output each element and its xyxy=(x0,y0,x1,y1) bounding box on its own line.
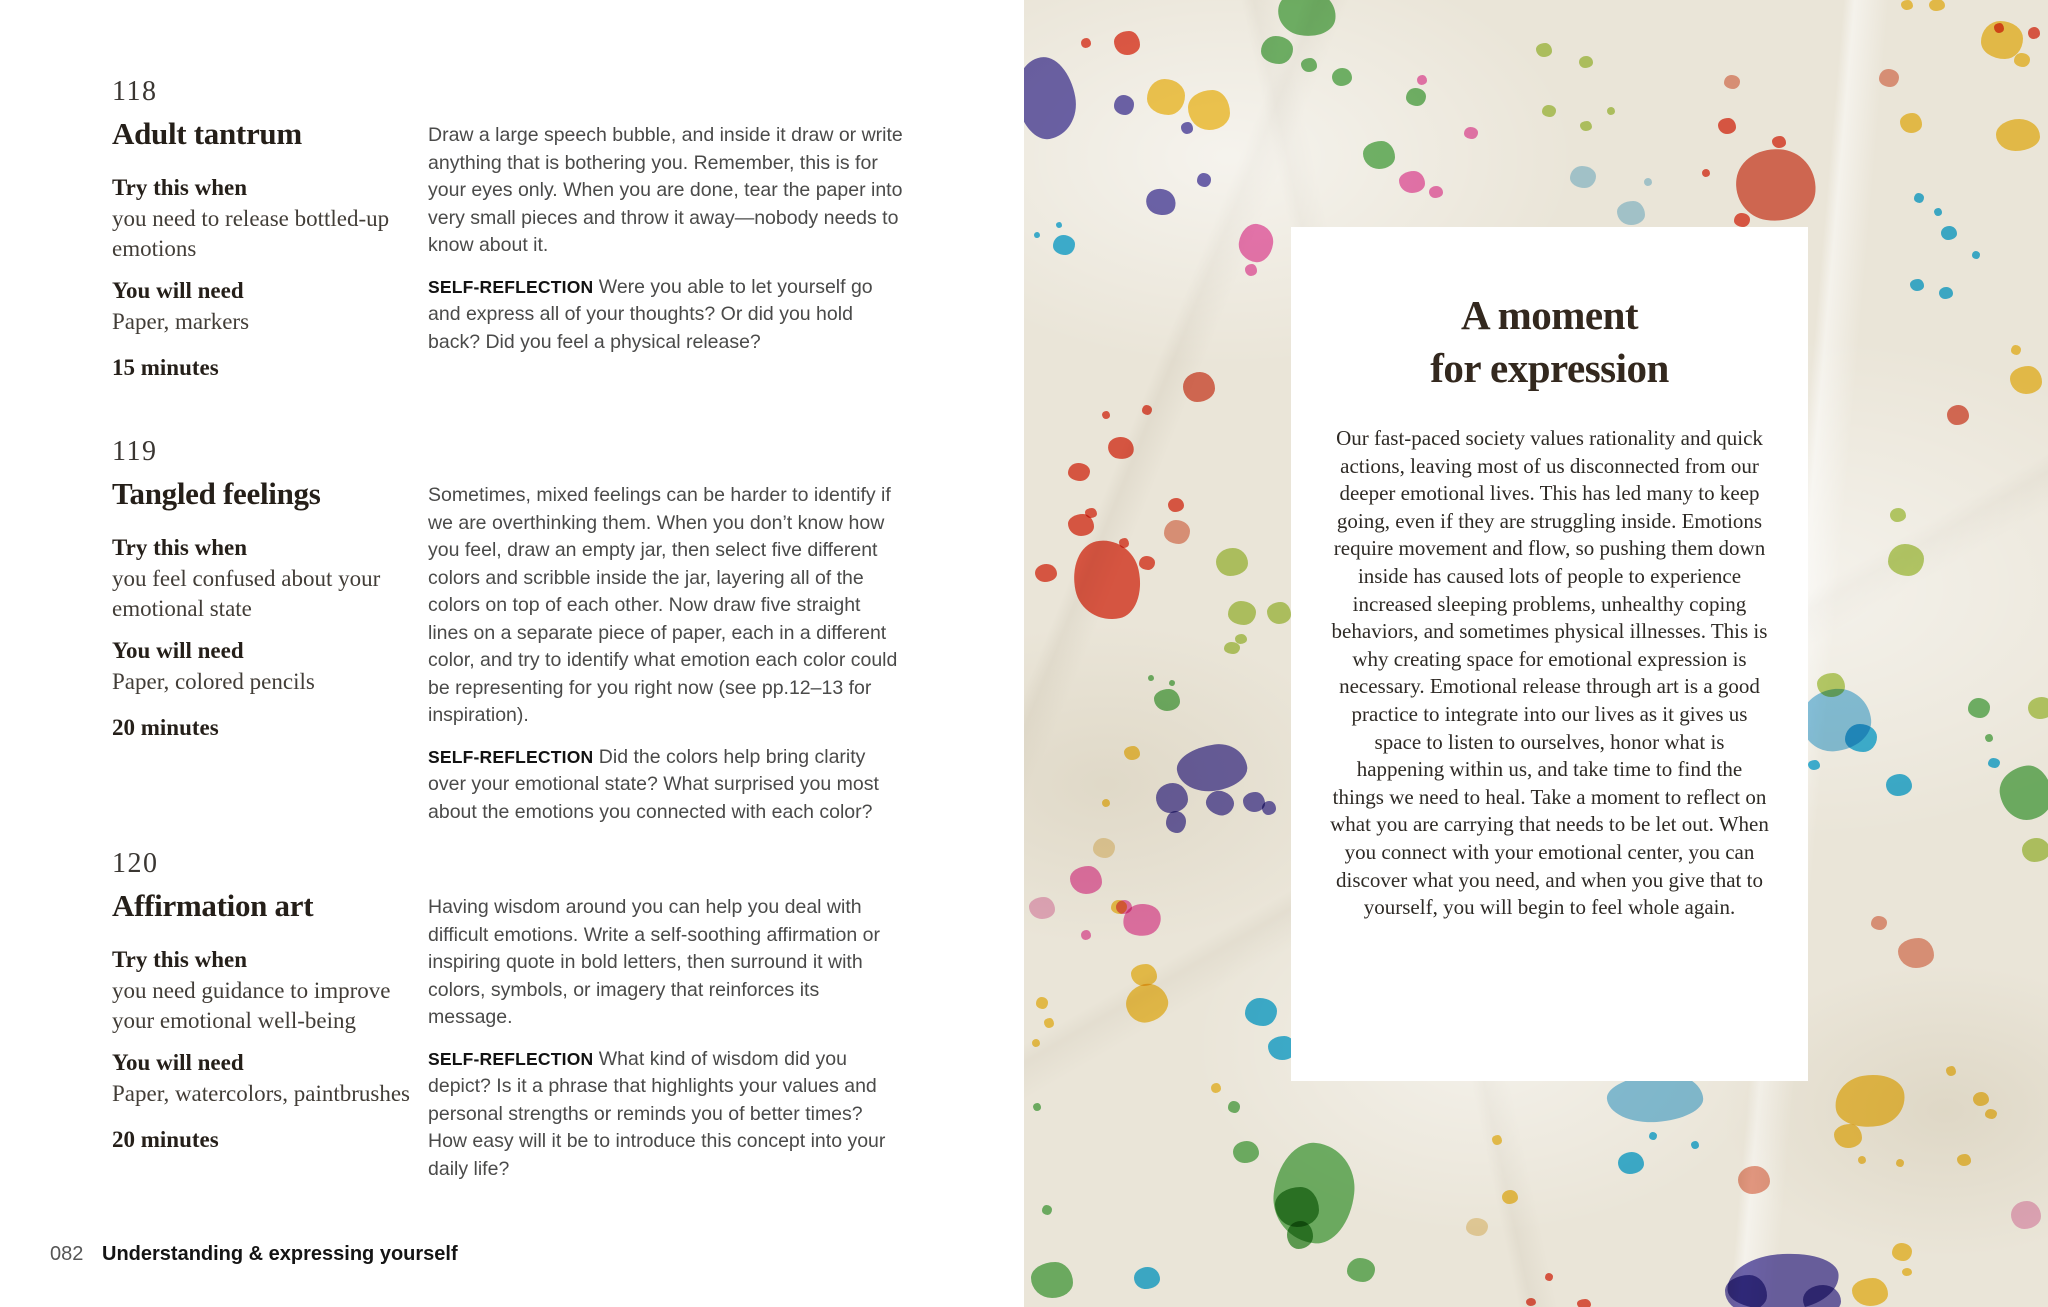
paint-splatter xyxy=(1929,0,1945,11)
paint-splatter xyxy=(1211,1083,1221,1093)
paint-splatter xyxy=(1947,405,1969,425)
paint-splatter xyxy=(1114,31,1140,55)
paint-splatter xyxy=(1148,675,1154,681)
paint-splatter xyxy=(2028,697,2048,719)
activity-description: Having wisdom around you can help you deal with difficult emotions. Write a self-soothing affirmation or inspiring quote in bold letters, then surround it with colors, symbols, or imagery that reinforces its message. xyxy=(428,896,880,1028)
paint-splatter xyxy=(1985,734,1993,742)
entry-number: 119 xyxy=(112,436,158,467)
entry-number: 120 xyxy=(112,848,159,879)
paint-splatter xyxy=(1577,1299,1591,1307)
paint-splatter xyxy=(2014,53,2030,67)
paint-splatter xyxy=(1068,463,1090,481)
self-reflection xyxy=(428,274,904,357)
paint-splatter xyxy=(1617,201,1645,225)
paint-splatter xyxy=(1858,1156,1866,1164)
paint-splatter xyxy=(1181,122,1193,134)
paint-splatter xyxy=(2028,27,2040,39)
paint-splatter xyxy=(1287,1221,1313,1249)
paint-splatter xyxy=(1502,1190,1518,1204)
paint-splatter xyxy=(1985,1109,1997,1119)
activity-info-column xyxy=(112,438,424,740)
paint-splatter xyxy=(1718,118,1736,134)
paint-splatter xyxy=(1262,801,1276,815)
paint-splatter xyxy=(1081,38,1091,48)
paint-splatter xyxy=(1399,171,1425,193)
card-body-text: Our fast-paced society values rationality and quick actions, leaving most of us disconnected from our deeper emotional lives. This has led many to keep going, even if they are struggling inside. Emotions require movement and flow, so pushing them down inside has caused lots of people to experience increased sleeping problems, unhealthy coping behaviors, and sometimes physical illnesses. This is why creating space for emotional expression is necessary. Emotional release through art is a good practice to integrate into our lives as it gives us space to listen to ourselves, honor what is happening within us, and take time to find the things we need to heal. Take a moment to reflect on what you are carrying that needs to be let out. When you connect with your emotional center, you can discover what you need, and when you give that to yourself, you will begin to feel whole again. xyxy=(1330,426,1769,920)
paint-splatter xyxy=(1968,698,1990,718)
paint-splatter xyxy=(1996,119,2040,151)
paint-splatter xyxy=(1886,774,1912,796)
paint-splatter xyxy=(1031,1262,1073,1298)
self-reflection xyxy=(428,744,904,827)
paint-splatter xyxy=(1035,564,1057,582)
paint-splatter xyxy=(1579,56,1593,68)
duration-text: 20 minutes xyxy=(112,715,219,740)
paint-splatter xyxy=(1888,544,1924,576)
paint-splatter xyxy=(1169,680,1175,686)
paint-splatter xyxy=(1102,799,1110,807)
paint-splatter xyxy=(1898,938,1934,968)
paint-splatter xyxy=(1545,1273,1553,1281)
paint-splatter xyxy=(2010,366,2042,394)
paint-splatter xyxy=(1301,58,1317,72)
paint-splatter xyxy=(1892,1243,1912,1261)
paint-splatter xyxy=(1834,1124,1862,1148)
paint-splatter xyxy=(1772,136,1786,148)
paint-splatter xyxy=(1691,1141,1699,1149)
paint-splatter xyxy=(1134,1267,1160,1289)
paint-splatter xyxy=(1973,1092,1989,1106)
paint-splatter xyxy=(1536,43,1552,57)
paint-splatter xyxy=(1988,758,2000,768)
materials-text: Paper, colored pencils xyxy=(112,669,315,694)
paint-splatter xyxy=(1066,534,1147,626)
duration-text: 15 minutes xyxy=(112,355,219,380)
paint-splatter xyxy=(1831,1069,1909,1132)
try-this-when-label: Try this when xyxy=(112,535,248,560)
paint-splatter xyxy=(1618,1152,1644,1174)
you-will-need-label: You will need xyxy=(112,1050,244,1075)
self-reflection-label: SELF-REFLECTION xyxy=(428,276,594,297)
paint-splatter xyxy=(1466,1218,1488,1236)
paint-splatter xyxy=(1845,724,1877,752)
paint-splatter xyxy=(1029,897,1055,919)
paint-splatter xyxy=(1267,602,1291,624)
activity-title: Tangled feelings xyxy=(112,476,321,511)
paint-splatter xyxy=(1228,601,1256,625)
activity-text-column xyxy=(428,482,904,826)
paint-splatter xyxy=(1216,548,1248,576)
paint-splatter xyxy=(1102,411,1110,419)
paint-splatter xyxy=(1154,689,1180,711)
paint-splatter xyxy=(1406,88,1426,106)
paint-splatter xyxy=(1147,79,1185,115)
duration-text: 20 minutes xyxy=(112,1127,219,1152)
condition-text: you need to release bottled-up emotions xyxy=(112,206,390,261)
paint-splatter xyxy=(1124,746,1140,760)
paint-splatter xyxy=(1464,127,1478,139)
paint-splatter xyxy=(1044,1018,1054,1028)
paint-splatter xyxy=(1879,69,1899,87)
paint-splatter xyxy=(1738,1166,1770,1194)
paint-splatter xyxy=(1036,997,1048,1009)
paint-splatter xyxy=(1228,1101,1240,1113)
paint-splatter xyxy=(1168,498,1184,512)
self-reflection xyxy=(428,1046,904,1184)
paint-splatter xyxy=(2011,1201,2041,1229)
paint-splatter xyxy=(1034,232,1040,238)
paint-splatter xyxy=(1725,1275,1767,1307)
try-this-when-label: Try this when xyxy=(112,947,248,972)
paint-splatter xyxy=(1939,287,1953,299)
self-reflection-label: SELF-REFLECTION xyxy=(428,746,594,767)
entry-number: 118 xyxy=(112,76,158,107)
paint-splatter xyxy=(1570,166,1596,188)
paint-splatter xyxy=(1734,213,1750,227)
card-title xyxy=(1311,289,1788,395)
paint-splatter xyxy=(1702,169,1710,177)
paint-splatter xyxy=(1056,222,1062,228)
paint-splatter xyxy=(1164,520,1190,544)
card-title-line2: for expression xyxy=(1430,345,1669,391)
section-title: Understanding & expressing yourself xyxy=(102,1243,458,1265)
page-footer xyxy=(0,1242,1024,1272)
self-reflection-text: Were you able to let yourself go and express all of your thoughts? Or did you hold back? Did you feel a physical release? xyxy=(428,275,873,353)
paint-splatter xyxy=(1119,538,1129,548)
paint-splatter xyxy=(1910,279,1924,291)
paint-splatter xyxy=(1142,185,1179,220)
activity-info-column xyxy=(112,78,424,380)
paint-splatter xyxy=(1042,1205,1052,1215)
activity-title: Adult tantrum xyxy=(112,116,302,151)
paint-splatter xyxy=(1902,1268,1912,1276)
paint-splatter xyxy=(1197,173,1211,187)
paint-splatter xyxy=(1111,900,1127,914)
paint-splatter xyxy=(1901,0,1913,10)
paint-splatter xyxy=(1131,964,1157,986)
paint-splatter xyxy=(1174,740,1250,795)
paint-splatter xyxy=(1070,866,1102,894)
paint-splatter xyxy=(1245,998,1277,1026)
paint-splatter xyxy=(1085,508,1097,518)
paint-splatter xyxy=(1994,23,2004,33)
paint-splatter xyxy=(1852,1278,1888,1306)
paint-splatter xyxy=(2011,345,2021,355)
page-number: 082 xyxy=(50,1243,84,1265)
paint-splatter xyxy=(1166,811,1186,833)
paint-splatter xyxy=(1203,788,1236,818)
paint-splatter xyxy=(1139,556,1155,570)
materials-text: Paper, markers xyxy=(112,309,250,334)
paint-splatter xyxy=(1946,1066,1956,1076)
paint-splatter xyxy=(1941,226,1957,240)
paint-splatter xyxy=(1363,141,1395,169)
paint-splatter xyxy=(1237,222,1276,264)
paint-splatter xyxy=(1033,1103,1041,1111)
activity-text-column xyxy=(428,122,904,356)
paint-splatter xyxy=(1122,979,1172,1026)
paint-splatter xyxy=(1332,68,1352,86)
paint-splatter xyxy=(2022,838,2048,862)
paint-splatter xyxy=(1542,105,1556,117)
paint-splatter xyxy=(1492,1135,1502,1145)
activity-description: Sometimes, mixed feelings can be harder to identify if we are overthinking them. When you don’t know how you feel, draw an empty jar, then select five different colors and scribble inside the jar, layering all of the colors on top of each other. Now draw five straight lines on a separate piece of paper, each in a different color, and try to identify what emotion each color could be representing for you right now (see pp.12–13 for inspiration). xyxy=(428,484,898,726)
paint-splatter xyxy=(1032,1039,1040,1047)
paint-splatter xyxy=(1972,251,1980,259)
try-this-when-label: Try this when xyxy=(112,175,248,200)
paint-splatter xyxy=(1274,0,1339,41)
self-reflection-text: Did the colors help bring clarity over your emotional state? What surprised you most about the emotions you connected with each color? xyxy=(428,745,879,823)
paint-splatter xyxy=(1808,760,1820,770)
paint-splatter xyxy=(1114,95,1134,115)
expression-card xyxy=(1291,227,1808,1081)
paint-splatter xyxy=(1183,372,1215,402)
activity-title: Affirmation art xyxy=(112,888,314,923)
activity-description: Draw a large speech bubble, and inside it draw or write anything that is bothering you. Remember, this is for your eyes only. When you are done, tear the paper into very small pieces and throw it away—nobody needs to know about it. xyxy=(428,124,903,256)
paint-splatter xyxy=(1644,178,1652,186)
paint-splatter xyxy=(1224,642,1240,654)
right-page xyxy=(1024,0,2048,1307)
condition-text: you need guidance to improve your emotional well-being xyxy=(112,978,391,1033)
materials-text: Paper, watercolors, paintbrushes xyxy=(112,1081,410,1106)
paint-splatter xyxy=(1890,508,1906,522)
paint-splatter xyxy=(1580,121,1592,131)
card-title-line1: A moment xyxy=(1460,292,1639,338)
paint-splatter xyxy=(1106,435,1136,462)
paint-splatter xyxy=(1803,1285,1841,1307)
self-reflection-text: What kind of wisdom did you depict? Is it a phrase that highlights your values and personal strengths or reminds you of better times? How easy will it be to introduce this concept into your daily life? xyxy=(428,1047,886,1180)
paint-splatter xyxy=(1957,1154,1971,1166)
condition-text: you feel confused about your emotional state xyxy=(112,566,381,621)
paint-splatter xyxy=(1347,1258,1375,1282)
paint-splatter xyxy=(1914,193,1924,203)
activity-info-column xyxy=(112,850,424,1152)
paint-splatter xyxy=(1934,208,1942,216)
paint-splatter xyxy=(1093,838,1115,858)
paint-splatter xyxy=(1188,90,1230,130)
activity-text-column xyxy=(428,894,904,1183)
you-will-need-label: You will need xyxy=(112,638,244,663)
paint-splatter xyxy=(1053,235,1075,255)
paint-splatter xyxy=(1156,783,1188,813)
paint-splatter xyxy=(1724,75,1740,89)
self-reflection-label: SELF-REFLECTION xyxy=(428,1048,594,1069)
paint-splatter xyxy=(1417,75,1427,85)
paint-splatter xyxy=(1261,36,1293,64)
paint-splatter xyxy=(1996,763,2048,824)
paint-splatter xyxy=(1142,405,1152,415)
paint-splatter xyxy=(1900,113,1922,133)
paint-splatter xyxy=(1896,1159,1904,1167)
paint-splatter xyxy=(1429,186,1443,198)
paint-splatter xyxy=(1024,53,1082,144)
paint-splatter xyxy=(1871,916,1887,930)
you-will-need-label: You will need xyxy=(112,278,244,303)
paint-splatter xyxy=(1607,107,1615,115)
paint-splatter xyxy=(1526,1298,1536,1306)
paint-splatter xyxy=(1649,1132,1657,1140)
paint-splatter xyxy=(1081,930,1091,940)
paint-splatter xyxy=(1245,264,1257,276)
paint-splatter xyxy=(1233,1141,1259,1163)
